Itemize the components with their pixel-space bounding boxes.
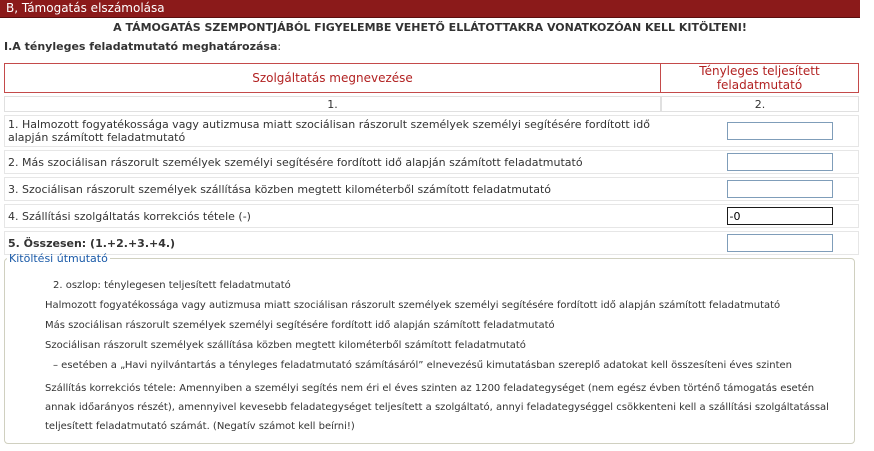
row-value-cell-1 (661, 115, 859, 147)
row-4-value-input[interactable] (727, 207, 833, 225)
column-number-2: 2. (661, 96, 859, 112)
subsection-heading (4, 40, 281, 53)
column-number-row (4, 96, 859, 112)
column-header-actual: Tényleges teljesített feladatmutató (661, 63, 859, 93)
row-label-4: 4. Szállítási szolgáltatás korrekciós tétele (-) (4, 204, 661, 228)
row-5-total-input[interactable] (727, 234, 833, 252)
row-3-value-input[interactable] (727, 180, 833, 198)
row-value-cell-3 (661, 177, 859, 201)
row-label-2: 2. Más szociálisan rászorult személyek személyi segítésére fordított idő alapján számított feladatmutató (4, 150, 661, 174)
table-row (4, 115, 859, 147)
row-label-1: 1. Halmozott fogyatékossága vagy autizmusa miatt szociálisan rászorult személyek személyi segítésére fordított idő alapján számított feladatmutató (4, 115, 661, 147)
fill-guide-box (4, 252, 855, 444)
row-value-cell-4 (661, 204, 859, 228)
subsection-title: I.A tényleges feladatmutató meghatározása (4, 40, 278, 53)
table-row (4, 177, 859, 201)
row-2-value-input[interactable] (727, 153, 833, 171)
guide-line-3: Más szociálisan rászorult személyek személyi segítésére fordított idő alapján számított feladatmutató (45, 320, 555, 331)
feladatmutato-table (4, 60, 859, 258)
table-row (4, 150, 859, 174)
guide-line-1: 2. oszlop: ténylegesen teljesített feladatmutató (53, 280, 291, 291)
guide-line-5: – esetében a „Havi nyilvántartás a tényleges feladatmutató számításáról” elnevezésű kimutatásban szereplő adatokat kell összesíteni éves szinten (53, 360, 792, 371)
subsection-colon: : (277, 40, 282, 53)
section-title: B, Támogatás elszámolása (6, 1, 165, 15)
column-number-1: 1. (4, 96, 661, 112)
row-value-cell-2 (661, 150, 859, 174)
fill-notice: A TÁMOGATÁS SZEMPONTJÁBÓL FIGYELEMBE VEHETŐ ELLÁTOTTAKRA VONATKOZÓAN KELL KITÖLTENI! (113, 21, 747, 34)
section-titlebar (0, 0, 860, 18)
table-header-row (4, 63, 859, 93)
fill-guide-text (45, 279, 845, 443)
guide-line-6: Szállítás korrekciós tétele: Amennyiben a személyi segítés nem éri el éves szinten az 1200 feladategységet (nem egész évben történő támogatás esetén annak időarányos részét), amennyivel kevesebb feladategységet teljesített a szolgáltató, annyi feladategységgel csökkenteni kell a szállítási szolgáltatással teljesített feladatmutató számát. (Negatív számot kell beírni!) (45, 383, 829, 432)
column-header-service: Szolgáltatás megnevezése (4, 63, 661, 93)
guide-line-4: Szociálisan rászorult személyek szállítása közben megtett kilométerből számított feladatmutató (45, 340, 526, 351)
table-row (4, 204, 859, 228)
guide-line-2: Halmozott fogyatékossága vagy autizmusa miatt szociálisan rászorult személyek személyi segítésére fordított idő alapján számított feladatmutató (45, 300, 781, 311)
fill-guide-legend: Kitöltési útmutató (9, 252, 108, 265)
row-label-5: 5. Összesen: (1.+2.+3.+4.) (4, 231, 661, 255)
row-1-value-input[interactable] (727, 122, 833, 140)
row-label-3: 3. Szociálisan rászorult személyek szállítása közben megtett kilométerből számított feladatmutató (4, 177, 661, 201)
